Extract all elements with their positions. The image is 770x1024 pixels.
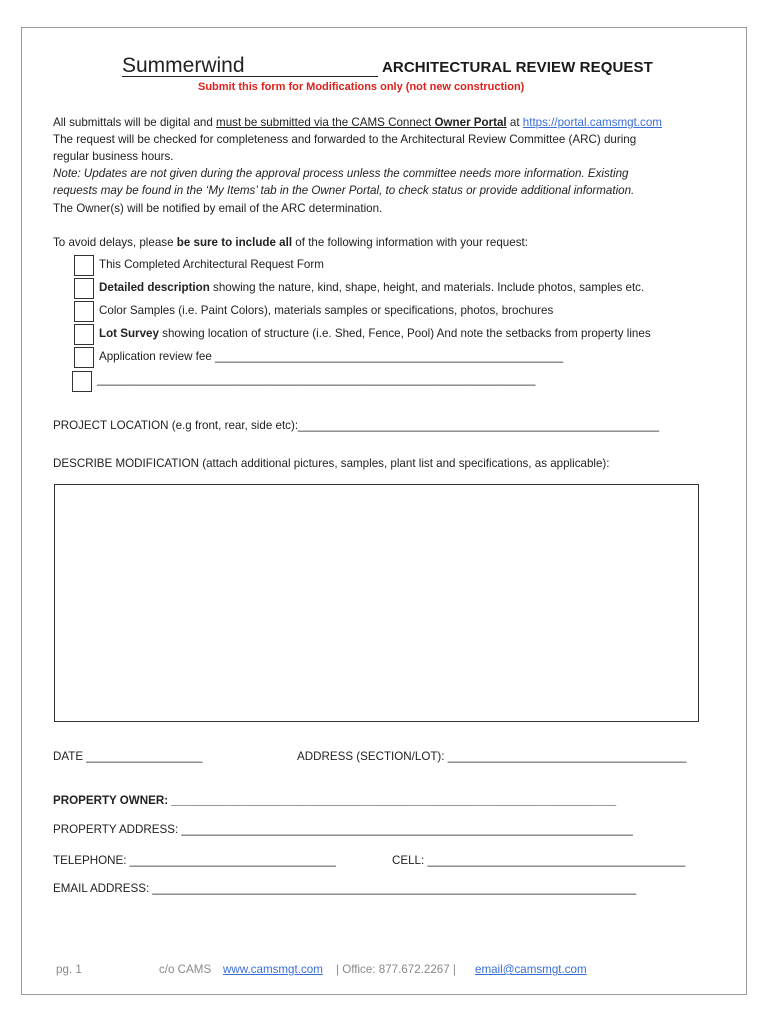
footer-website-link[interactable] <box>223 963 323 976</box>
telephone-field[interactable]: TELEPHONE: ________________________________ <box>53 854 336 867</box>
form-title: ARCHITECTURAL REVIEW REQUEST <box>382 59 653 76</box>
checklist-intro-text: To avoid delays, please <box>53 236 177 249</box>
website-link-text[interactable]: www.camsmgt.com <box>223 963 323 976</box>
project-location-field[interactable]: PROJECT LOCATION (e.g front, rear, side etc):________________________________________________________ <box>53 419 660 432</box>
intro-line-1 <box>53 114 662 131</box>
lot-survey-text: showing location of structure (i.e. Shed, Fence, Pool) And note the setbacks from property lines <box>158 327 651 340</box>
checkbox-request-form[interactable] <box>74 255 94 276</box>
checklist-item-color-samples: Color Samples (i.e. Paint Colors), materials samples or specifications, photos, brochures <box>99 304 554 317</box>
lot-survey-bold: Lot Survey <box>99 327 159 340</box>
hoa-name-underline <box>122 76 378 77</box>
checklist-item-lot-survey <box>99 327 651 340</box>
checkbox-color-samples[interactable] <box>74 301 94 322</box>
address-field[interactable]: ADDRESS (SECTION/LOT): _____________________________________ <box>297 750 687 763</box>
intro-at-text: at <box>506 116 523 129</box>
cell-field[interactable]: CELL: ________________________________________ <box>392 854 686 867</box>
email-field[interactable]: EMAIL ADDRESS: ___________________________________________________________________________ <box>53 882 637 895</box>
hoa-name: Summerwind <box>122 54 245 77</box>
checkbox-other[interactable] <box>72 371 92 392</box>
checklist-item-application-fee: Application review fee ______________________________________________________ <box>99 350 564 363</box>
form-page <box>21 27 747 995</box>
owner-portal-text: Owner Portal <box>434 116 507 129</box>
note-line-1: Note: Updates are not given during the approval process unless the committee needs more information. Existing <box>53 167 629 180</box>
detailed-description-text: showing the nature, kind, shape, height, and materials. Include photos, samples etc. <box>209 281 645 294</box>
property-address-field[interactable]: PROPERTY ADDRESS: ______________________________________________________________________ <box>53 823 633 836</box>
describe-modification-box[interactable] <box>54 484 699 722</box>
checklist-intro-bold: be sure to include all <box>176 236 293 249</box>
checkbox-detailed-description[interactable] <box>74 278 94 299</box>
footer-office-phone: | Office: 877.672.2267 | <box>336 963 456 976</box>
checkbox-application-fee[interactable] <box>74 347 94 368</box>
date-field[interactable]: DATE __________________ <box>53 750 203 763</box>
page-number: pg. 1 <box>56 963 82 976</box>
intro-line-2: The request will be checked for completeness and forwarded to the Architectural Review Committee (ARC) during <box>53 133 637 146</box>
intro-line-3: regular business hours. <box>53 150 174 163</box>
describe-modification-label: DESCRIBE MODIFICATION (attach additional pictures, samples, plant list and specifications, as applicable): <box>53 457 610 470</box>
intro-underlined-text: must be submitted via the CAMS Connect <box>216 116 435 129</box>
portal-link[interactable]: https://portal.camsmgt.com <box>522 116 662 129</box>
checklist-item-request-form: This Completed Architectural Request Form <box>99 258 324 271</box>
form-subtitle: Submit this form for Modifications only (not new construction) <box>198 81 525 93</box>
footer-email-link[interactable] <box>475 963 587 976</box>
checklist-item-detailed-description <box>99 281 644 294</box>
intro-text: All submittals will be digital and <box>53 116 217 129</box>
email-link-text[interactable]: email@camsmgt.com <box>475 963 587 976</box>
footer-co-cams: c/o CAMS <box>159 963 212 976</box>
property-owner-field[interactable]: PROPERTY OWNER: _____________________________________________________________________ <box>53 794 617 807</box>
checklist-item-other[interactable]: ____________________________________________________________________ <box>97 373 536 386</box>
checkbox-lot-survey[interactable] <box>74 324 94 345</box>
checklist-intro-rest: of the following information with your request: <box>292 236 528 249</box>
note-line-2: requests may be found in the ‘My Items’ tab in the Owner Portal, to check status or provide additional information. <box>53 184 635 197</box>
checklist-intro <box>53 234 528 251</box>
notification-line: The Owner(s) will be notified by email of the ARC determination. <box>53 202 383 215</box>
detailed-description-bold: Detailed description <box>99 281 210 294</box>
